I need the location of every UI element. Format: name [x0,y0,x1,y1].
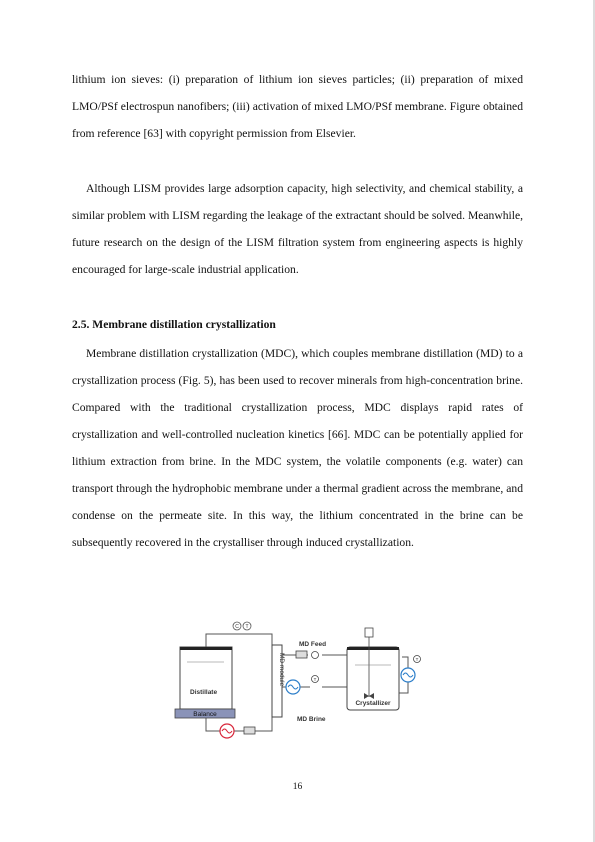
crystallizer-vessel [347,628,399,710]
bottom-heater-icon [220,724,234,738]
md-module-label: MD module [278,653,285,687]
caption-continuation: lithium ion sieves: (i) preparation of lithium ion sieves particles; (ii) preparation of mixed LMO/PSf electrospun nanofibers; (iii) activation of mixed LMO/PSf membrane. Figure obtained from reference [63] with copyright permission from Elsevier. [72,73,523,140]
svg-text:T: T [313,677,317,682]
balance-label: Balance [193,711,217,718]
md-feed-label: MD Feed [299,641,327,648]
gauge-t [243,622,251,630]
gauge-c [233,622,241,630]
crystallizer-gauge-t [414,656,421,663]
feed-pump-icon [296,651,319,659]
brine-heater-icon [286,680,300,694]
svg-text:T: T [245,624,249,630]
brine-gauge-t [312,676,319,683]
distillate-label: Distillate [190,689,218,696]
svg-text:T: T [415,657,419,662]
lism-paragraph: Although LISM provides large adsorption capacity, high selectivity, and chemical stability, a similar problem with LISM regarding the leakage of the extractant should be solved. Meanwhile, future research on the design of the LISM filtration system from engineering aspects is highly encouraged for large-scale industrial application. [72,182,523,276]
distillate-tank [180,647,232,709]
page-number: 16 [292,782,303,792]
bottom-pump-icon [244,727,255,734]
mdc-figure [172,617,424,745]
svg-text:C: C [235,624,239,630]
mdc-paragraph: Membrane distillation crystallization (MDC), which couples membrane distillation (MD) to a crystallization process (Fig. 5), has been used to recover minerals from high-concentration brine. Compared with the traditional crystallization process, MDC displays rapid rates of crystallization and well-controlled nucleation kinetics [66]. MDC can be potentially applied for lithium extraction from brine. In the MDC system, the volatile components (e.g. water) can transport through the hydrophobic membrane under a thermal gradient across the membrane, and condense on the permeate site. In this way, the lithium concentrated in the brine can be subsequently recovered in the crystalliser through induced crystallization. [72,347,523,549]
md-module [272,645,285,717]
balance [175,709,235,718]
crystallizer-label: Crystallizer [355,700,391,707]
crystallizer-heater-icon [401,668,415,682]
mdc-schematic [172,617,424,745]
section-heading: 2.5. Membrane distillation crystallization [72,318,276,331]
md-brine-label: MD Brine [297,716,326,723]
